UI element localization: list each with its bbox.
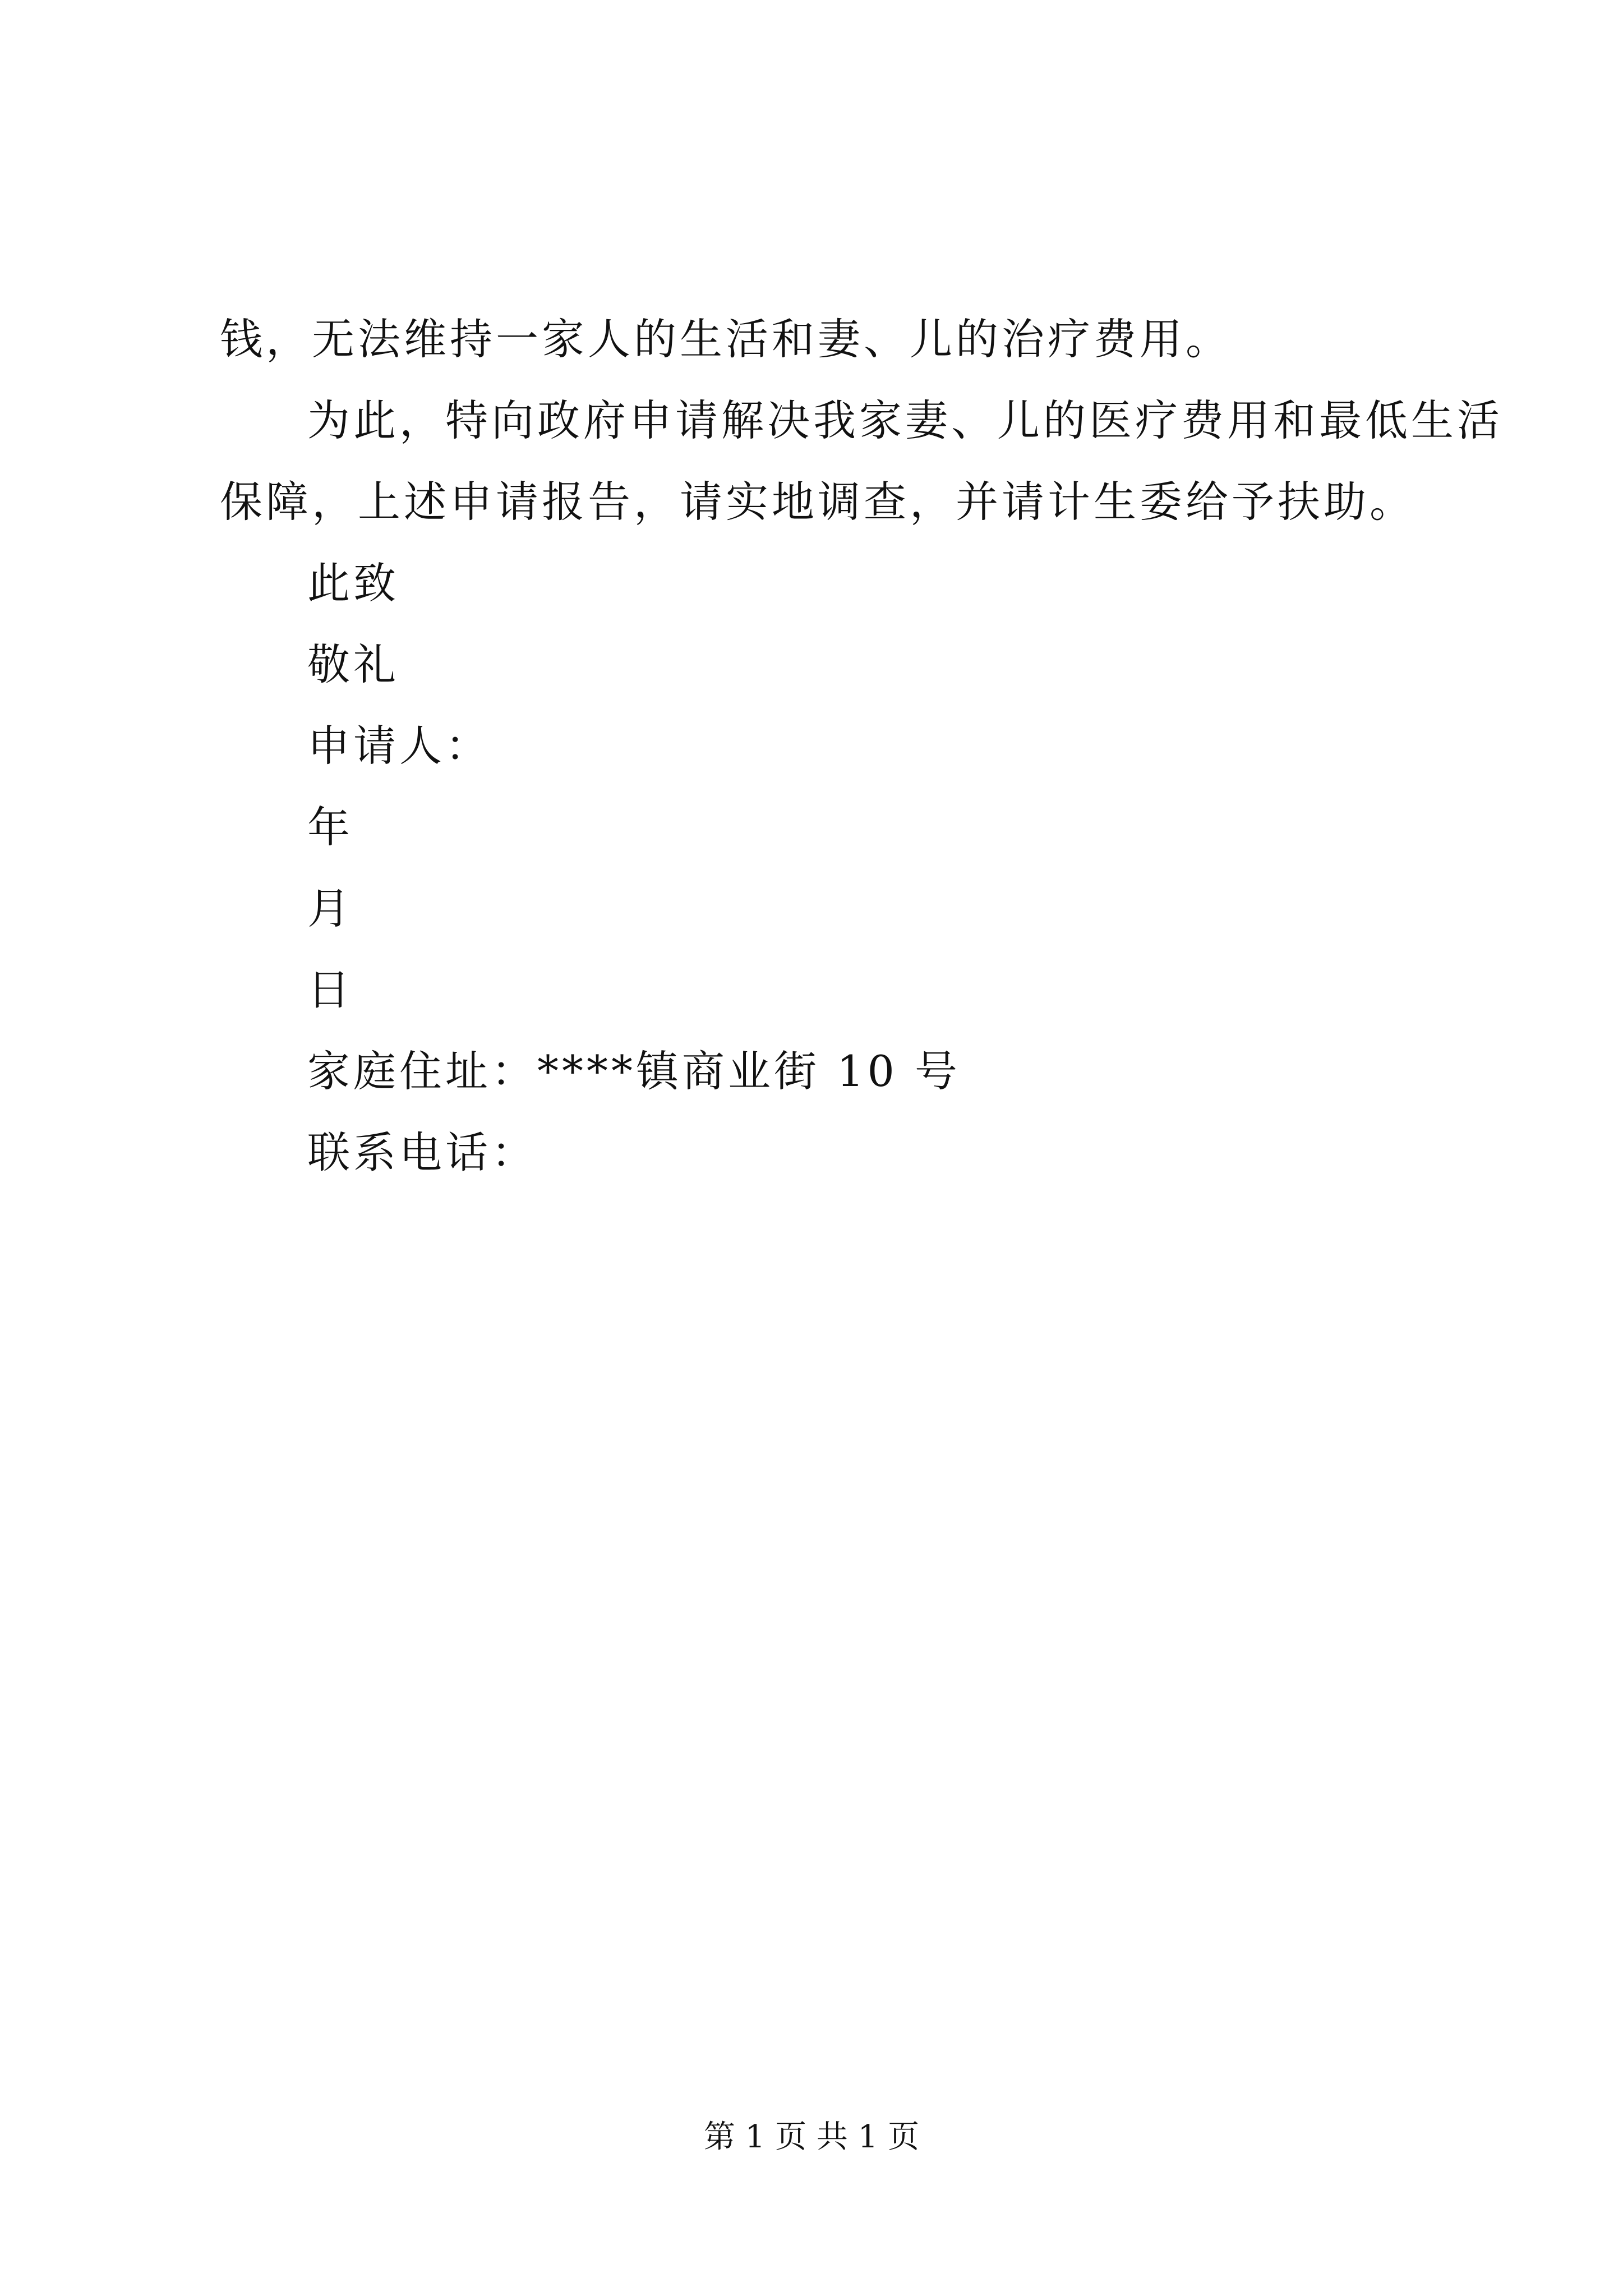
paragraph-request-continued: 保障，上述申请报告，请实地调查，并请计生委给予扶助。 [220, 477, 1415, 527]
home-address: 家庭住址：****镇商业街 10 号 [307, 1046, 961, 1096]
contact-phone-label: 联系电话： [307, 1128, 537, 1177]
date-month: 月 [307, 884, 353, 933]
date-year: 年 [307, 802, 353, 852]
date-day: 日 [307, 965, 353, 1015]
paragraph-request: 为此，特向政府申请解决我家妻、儿的医疗费用和最低生活 [307, 395, 1503, 445]
paragraph-continuation: 钱，无法维持一家人的生活和妻、儿的治疗费用。 [220, 314, 1232, 364]
closing-regards: 敬礼 [307, 639, 399, 689]
closing-salutation: 此致 [307, 558, 399, 608]
applicant-label: 申请人： [307, 721, 491, 771]
page-number-footer: 第 1 页 共 1 页 [703, 2119, 920, 2155]
